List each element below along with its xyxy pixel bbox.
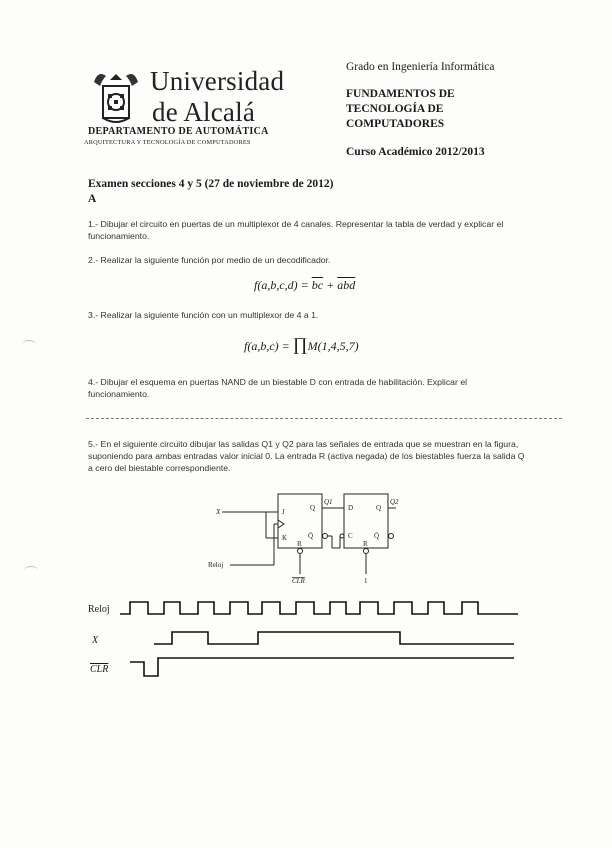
university-name-line1: Universidad: [150, 66, 285, 96]
ff2-d-label: D: [348, 504, 354, 512]
ff2-r-label: R: [363, 540, 368, 548]
x-waveform: [154, 632, 514, 644]
formula-term1: $\overline{bc}$: [311, 278, 324, 292]
product-symbol: ∏: [292, 334, 308, 354]
formula-term2: $\overline{abd}$: [337, 278, 356, 292]
scan-mark: [22, 340, 36, 349]
question-3-formula: [244, 334, 359, 355]
ff2-q-label: Q: [376, 504, 382, 512]
formula-left: f(a,b,c,d) =: [254, 278, 312, 292]
ff1-qn-label: Q̄: [308, 532, 314, 540]
university-name-line2: de Alcalá: [152, 97, 255, 127]
question-4: 4.- Dibujar el esquema en puertas NAND de un biestable D con entrada de habilitación. Explicar el funcionamiento.: [88, 377, 468, 399]
exam-title: Examen secciones 4 y 5 (27 de noviembre de 2012): [88, 178, 334, 190]
ff1-j-label: J: [282, 508, 285, 516]
ff1-r-label: R: [297, 540, 302, 548]
clr-waveform: [130, 658, 514, 676]
q2-label: Q2: [390, 498, 399, 506]
course-line3: COMPUTADORES: [346, 118, 445, 130]
course-line2: TECNOLOGÍA DE: [346, 103, 444, 115]
separator-line: [86, 418, 562, 419]
department-name: DEPARTAMENTO DE AUTOMÁTICA: [88, 126, 269, 137]
reloj-waveform: [120, 602, 518, 614]
ff1-q-label: Q: [310, 504, 316, 512]
scan-mark: [24, 566, 38, 575]
timing-reloj-label: Reloj: [88, 604, 110, 615]
circuit-clock-label: Reloj: [208, 561, 224, 569]
formula-left: f(a,b,c) =: [244, 339, 293, 353]
formula-right: M(1,4,5,7): [307, 339, 359, 353]
ff2-c-label: C: [348, 532, 353, 540]
question-2-formula: [254, 278, 355, 293]
question-2: 2.- Realizar la siguiente función por medio de un decodificador.: [88, 255, 331, 265]
circuit-clr-label: CLR: [292, 577, 305, 585]
circuit-diagram: [200, 490, 430, 590]
ff1-k-label: K: [282, 534, 288, 542]
timing-x-label: X: [92, 635, 99, 646]
degree-name: Grado en Ingeniería Informática: [346, 61, 495, 73]
ff2-qn-label: Q̄: [374, 532, 380, 540]
university-crest-icon: [88, 66, 144, 126]
question-1: 1.- Dibujar el circuito en puertas de un multiplexor de 4 canales. Representar la tabla de verdad y explicar el funcionamiento.: [88, 219, 504, 241]
exam-version: A: [88, 193, 97, 205]
question-3: 3.- Realizar la siguiente función con un multiplexor de 4 a 1.: [88, 310, 319, 320]
timing-clr-label: $\overline{CLR}$: [90, 664, 109, 675]
department-subtitle: ARQUITECTURA Y TECNOLOGÍA DE COMPUTADORES: [84, 139, 251, 146]
q1-label: Q1: [324, 498, 333, 506]
course-line1: FUNDAMENTOS DE: [346, 88, 455, 100]
question-5: 5.- En el siguiente circuito dibujar las salidas Q1 y Q2 para las señales de entrada que se muestran en la figura, suponiendo para ambas entradas valor inicial 0. La entrada R (activa negada) de los biestables fuerza la salida Q a cero del biestable correspondiente.: [88, 439, 525, 473]
circuit-one-label: 1: [364, 577, 368, 585]
academic-year: Curso Académico 2012/2013: [346, 146, 485, 158]
circuit-x-label: X: [216, 508, 221, 516]
timing-diagram: [110, 596, 520, 680]
formula-plus: +: [323, 278, 338, 292]
